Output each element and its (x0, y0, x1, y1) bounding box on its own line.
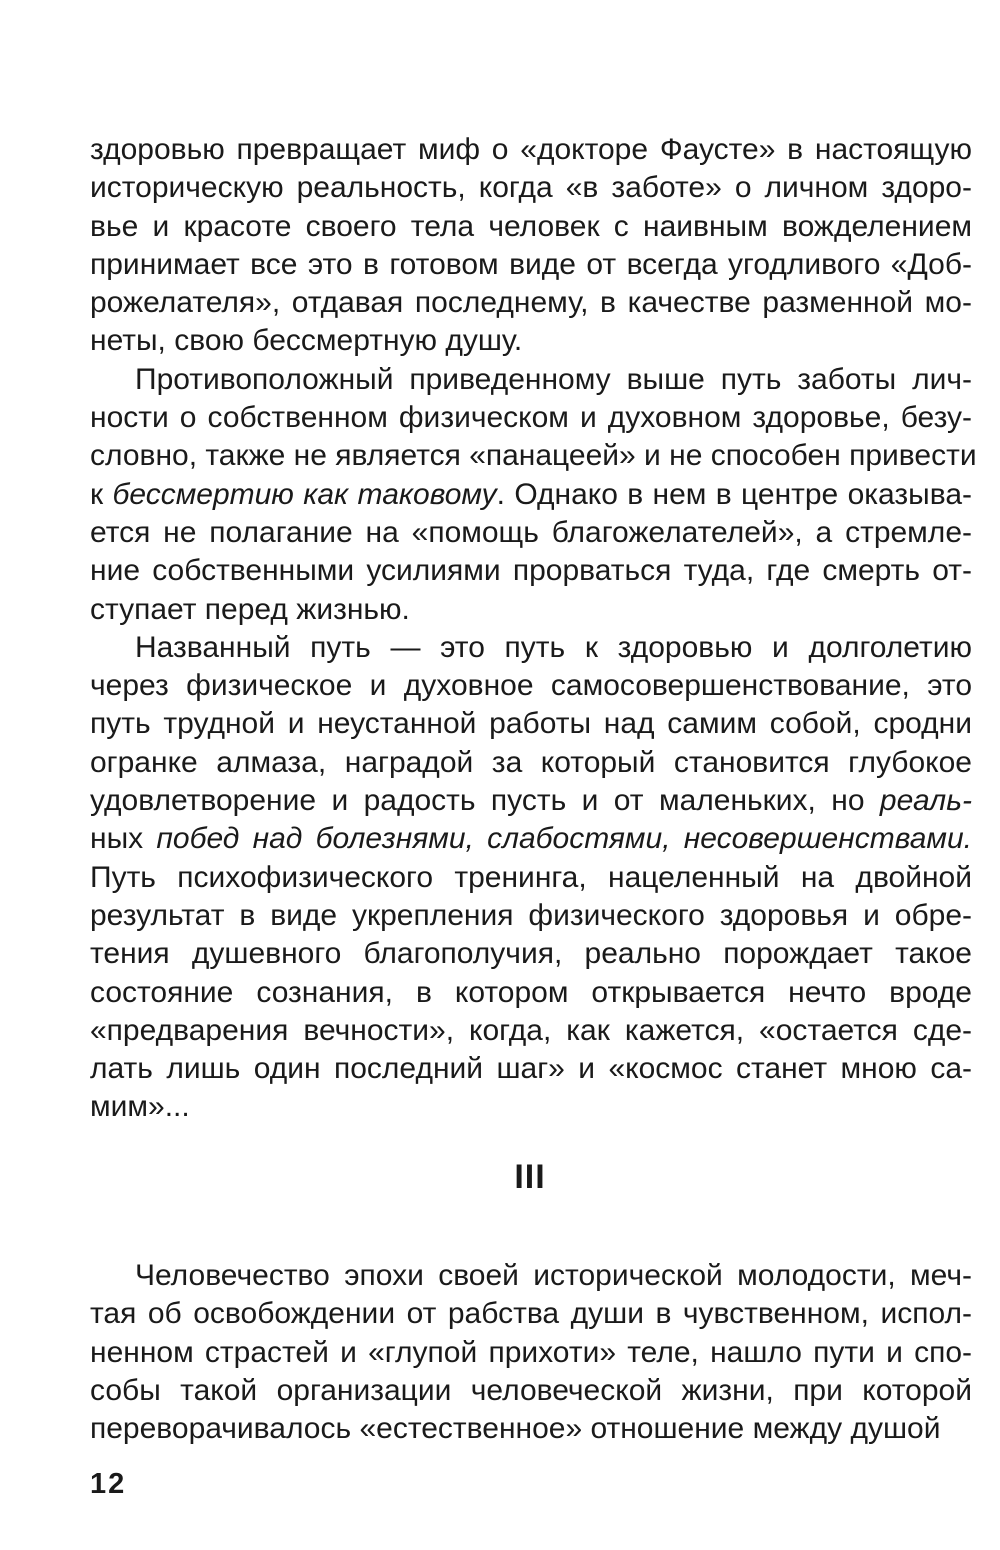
paragraph (90, 131, 972, 361)
text-run: переворачивалось «естественное» отношение между душой (90, 1412, 941, 1446)
text-run: через физическое и духовное самосовершенствование, это (90, 669, 972, 703)
text-line (90, 705, 972, 743)
text-run: рожелателя», отдавая последнему, в качестве разменной мо- (90, 286, 972, 320)
text-run: вье и красоте своего тела человек с наивным вожделением (90, 209, 972, 243)
text-line (90, 744, 972, 782)
italic-text: бессмертию как таковому (112, 477, 497, 511)
text-line (90, 476, 972, 514)
text-line (90, 859, 972, 897)
text-line (90, 1410, 972, 1448)
paragraph (90, 1257, 972, 1448)
text-run: ние собственными усилиями прорваться туда, где смерть от- (90, 554, 972, 588)
text-run: «предварения вечности», когда, как кажется, «остается сде- (90, 1013, 972, 1047)
text-run: лать лишь один последний шаг» и «космос станет мною са- (90, 1052, 972, 1086)
text-run: . Однако в нем в центре оказыва- (496, 477, 972, 511)
text-run: мим»... (90, 1090, 190, 1124)
text-run: удовлетворение и радость пусть и от маленьких, но (90, 784, 880, 818)
text-run: к (90, 477, 113, 511)
text-line (90, 246, 972, 284)
italic-text: побед над болезнями, слабостями, несовершенствами. (143, 822, 972, 856)
paragraph (90, 629, 972, 1127)
text-run: тения душевного благополучия, реально порождает такое (90, 937, 972, 971)
text-run: ступает перед жизнью. (90, 592, 410, 626)
text-line (90, 361, 972, 399)
text-line (90, 1334, 972, 1372)
text-line (90, 552, 972, 590)
text-run: результат в виде укрепления физического здоровья и обре- (90, 898, 972, 932)
text-run: ется не полагание на «помощь благожелателей», а стремле- (90, 515, 972, 549)
text-run: словно, также не является «панацеей» и не способен привести (90, 439, 977, 473)
text-run: собы такой организации человеческой жизни, при которой (90, 1373, 972, 1407)
text-run: путь трудной и неустанной работы над самим собой, сродни (90, 707, 972, 741)
text-run: Противоположный приведенному выше путь заботы лич- (135, 362, 972, 396)
page-number: 12 (90, 1468, 127, 1500)
text-run: ных (90, 822, 144, 856)
text-line (90, 591, 972, 629)
text-line (90, 169, 972, 207)
text-run: огранке алмаза, наградой за который становится глубокое (90, 745, 972, 779)
text-line (90, 514, 972, 552)
text-line (90, 284, 972, 322)
body-text-top (90, 131, 977, 1127)
text-line (90, 820, 972, 858)
body-text-bottom (90, 1257, 972, 1448)
text-line (90, 1088, 972, 1126)
text-line (90, 437, 977, 475)
text-line (90, 208, 972, 246)
text-line (90, 782, 972, 820)
text-line (90, 1012, 972, 1050)
text-run: состояние сознания, в котором открывается нечто вроде (90, 975, 972, 1009)
text-line (90, 399, 972, 437)
text-run: Путь психофизического тренинга, нацеленный на двойной (90, 860, 972, 894)
text-line (90, 629, 972, 667)
text-line (90, 974, 972, 1012)
text-line (90, 1050, 972, 1088)
text-run: историческую реальность, когда «в заботе» о личном здоро- (90, 171, 972, 205)
text-line (90, 131, 972, 169)
text-run: неты, свою бессмертную душу. (90, 324, 523, 358)
text-run: здоровью превращает миф о «докторе Фаусте» в настоящую (90, 133, 972, 166)
text-line (90, 935, 972, 973)
text-run: принимает все это в готовом виде от всегда угодливого «Доб- (90, 247, 972, 281)
text-line (90, 322, 972, 360)
text-run: Названный путь — это путь к здоровью и долголетию (135, 630, 972, 664)
text-line (90, 1295, 972, 1333)
paragraph (90, 361, 977, 629)
text-run: тая об освобождении от рабства души в чувственном, испол- (90, 1297, 972, 1331)
section-heading: III (514, 1158, 546, 1196)
text-line (90, 667, 972, 705)
text-line (90, 1372, 972, 1410)
text-run: ненном страстей и «глупой прихоти» теле, нашло пути и спо- (90, 1335, 972, 1369)
text-run: ности о собственном физическом и духовном здоровье, безу- (90, 401, 972, 435)
text-line (90, 1257, 972, 1295)
text-run: Человечество эпохи своей исторической молодости, меч- (135, 1259, 972, 1292)
text-line (90, 897, 972, 935)
italic-text: реаль- (879, 784, 972, 818)
